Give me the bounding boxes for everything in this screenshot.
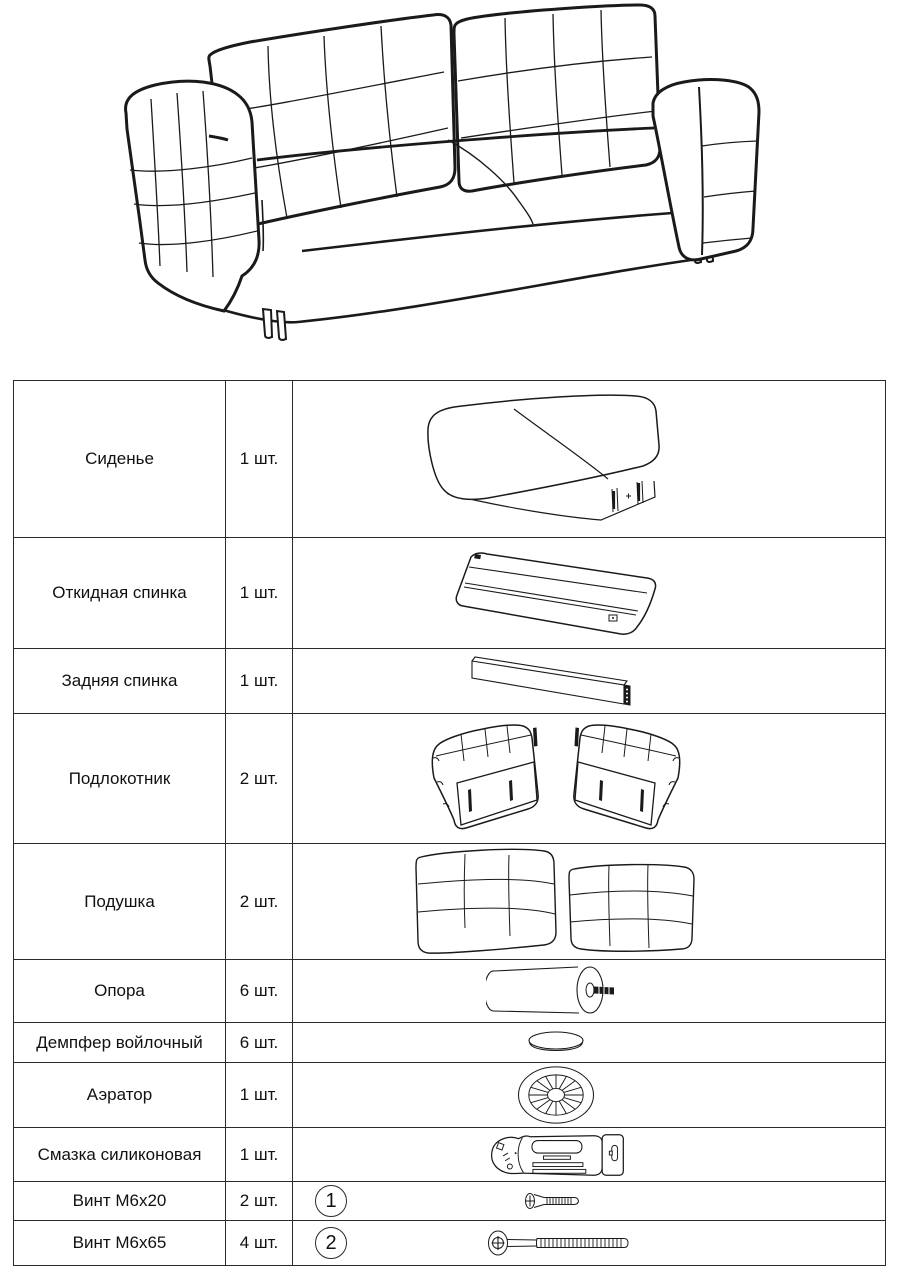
part-name: Винт М6х20 [14,1182,226,1221]
table-row [14,649,886,714]
part-name: Откидная спинка [14,538,226,649]
table-row [14,844,886,960]
part-illustration-cell [293,381,886,538]
part-name: Винт М6х65 [14,1221,226,1266]
marker-label: 2 [325,1231,337,1254]
folding-backrest-illustration [441,543,671,643]
part-qty: 2 шт. [226,714,293,844]
part-illustration-cell [293,1063,886,1128]
table-row [14,714,886,844]
part-name: Аэратор [14,1063,226,1128]
part-name: Смазка силиконовая [14,1128,226,1182]
table-row [14,960,886,1023]
screw-m6x20-illustration [523,1190,583,1212]
part-name: Задняя спинка [14,649,226,714]
part-number-marker [315,1227,347,1259]
part-qty: 1 шт. [226,381,293,538]
cushion-pair-illustration [406,846,706,958]
part-illustration-cell [293,1221,886,1266]
part-name: Опора [14,960,226,1023]
part-illustration-cell [293,649,886,714]
table-row [14,1182,886,1221]
part-qty: 2 шт. [226,844,293,960]
table-row [14,1063,886,1128]
part-qty: 4 шт. [226,1221,293,1266]
sofa-illustration-container [0,0,900,368]
part-illustration-cell [293,1182,886,1221]
table-row [14,1221,886,1266]
part-qty: 1 шт. [226,649,293,714]
part-name: Подушка [14,844,226,960]
part-name: Сиденье [14,381,226,538]
marker-label: 1 [325,1189,337,1212]
part-qty: 1 шт. [226,538,293,649]
silicone-grease-illustration [481,1130,631,1180]
part-illustration-cell [293,1128,886,1182]
part-name: Подлокотник [14,714,226,844]
part-qty: 6 шт. [226,1023,293,1063]
screw-m6x65-illustration [487,1229,632,1257]
part-number-marker [315,1185,347,1217]
part-qty: 2 шт. [226,1182,293,1221]
aerator-illustration [514,1065,598,1125]
part-illustration-cell [293,538,886,649]
cylindrical-leg-illustration [486,964,626,1019]
part-qty: 1 шт. [226,1063,293,1128]
part-name: Демпфер войлочный [14,1023,226,1063]
rear-backrest-illustration [464,652,649,710]
part-illustration-cell [293,714,886,844]
table-row [14,381,886,538]
part-illustration-cell [293,960,886,1023]
part-qty: 6 шт. [226,960,293,1023]
parts-table [13,380,886,1266]
felt-damper-illustration [526,1030,586,1056]
table-row [14,538,886,649]
table-row [14,1023,886,1063]
part-illustration-cell [293,1023,886,1063]
seat-illustration [416,393,696,525]
part-qty: 1 шт. [226,1128,293,1182]
armrest-pair-illustration [421,720,691,838]
sofa-illustration [0,0,900,368]
part-illustration-cell [293,844,886,960]
table-row [14,1128,886,1182]
